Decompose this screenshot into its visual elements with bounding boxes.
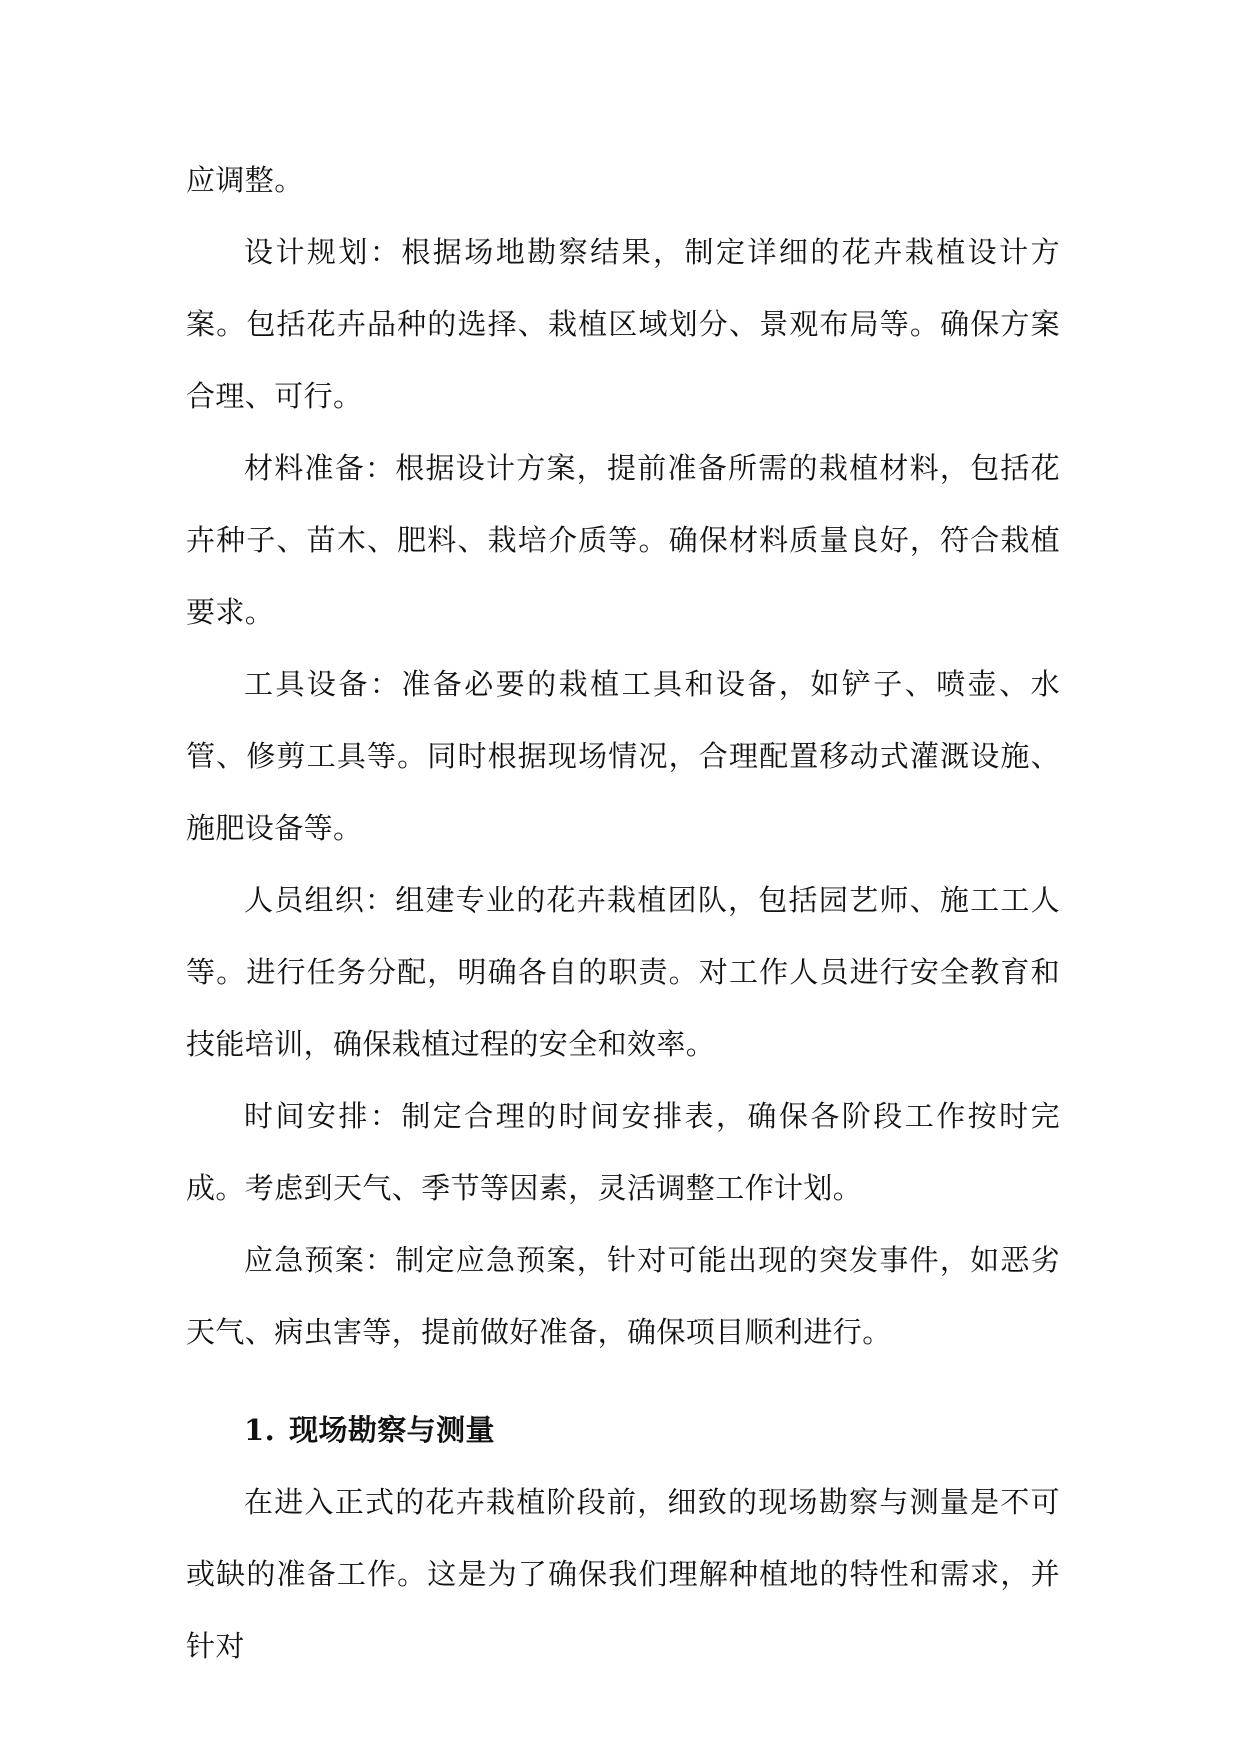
paragraph-staff-organization: 人员组织：组建专业的花卉栽植团队，包括园艺师、施工工人等。进行任务分配，明确各自的职责。对工作人员进行安全教育和技能培训，确保栽植过程的安全和效率。 <box>186 883 1060 1061</box>
section-title: 现场勘察与测量 <box>289 1413 495 1447</box>
section-paragraph: 在进入正式的花卉栽植阶段前，细致的现场勘察与测量是不可或缺的准备工作。这是为了确保我们理解种植地的特性和需求，并针对 <box>186 1485 1060 1663</box>
section-number: 1. <box>244 1413 276 1447</box>
continuation-paragraph: 应调整。 <box>186 163 304 197</box>
section-heading <box>186 1394 1060 1466</box>
paragraph-emergency-plan: 应急预案：制定应急预案，针对可能出现的突发事件，如恶劣天气、病虫害等，提前做好准备，确保项目顺利进行。 <box>186 1243 1060 1349</box>
paragraph-material-preparation: 材料准备：根据设计方案，提前准备所需的栽植材料，包括花卉种子、苗木、肥料、栽培介质等。确保材料质量良好，符合栽植要求。 <box>186 451 1060 629</box>
paragraph-design-planning: 设计规划：根据场地勘察结果，制定详细的花卉栽植设计方案。包括花卉品种的选择、栽植区域划分、景观布局等。确保方案合理、可行。 <box>186 235 1060 413</box>
paragraph-tools-equipment: 工具设备：准备必要的栽植工具和设备，如铲子、喷壶、水管、修剪工具等。同时根据现场情况，合理配置移动式灌溉设施、施肥设备等。 <box>186 667 1060 845</box>
paragraph-time-schedule: 时间安排：制定合理的时间安排表，确保各阶段工作按时完成。考虑到天气、季节等因素，灵活调整工作计划。 <box>186 1099 1060 1205</box>
document-body <box>186 144 1060 1682</box>
